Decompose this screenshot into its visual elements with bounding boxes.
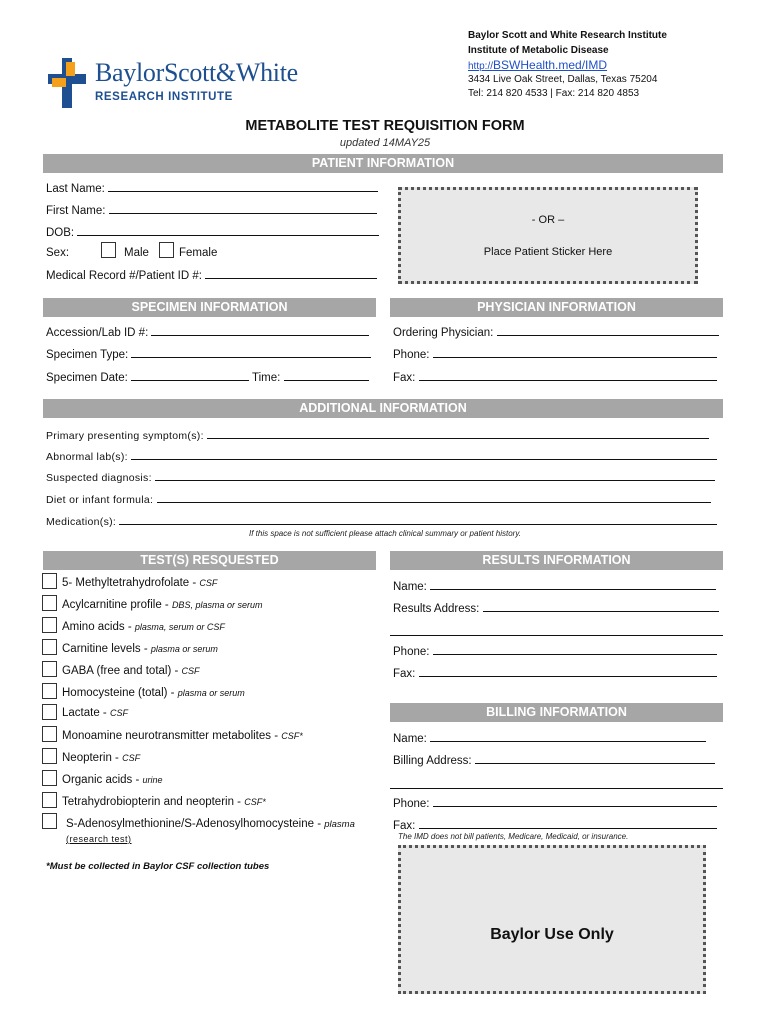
test-item-gaba: GABA (free and total) - CSF — [62, 665, 200, 677]
specimen-date-field[interactable] — [46, 370, 369, 384]
test-item-sam-sah: S-Adenosylmethionine/S-Adenosylhomocysteine - plasma — [66, 818, 355, 830]
test-item-bh4: Tetrahydrobiopterin and neopterin - CSF* — [62, 796, 266, 808]
form-title: METABOLITE TEST REQUISITION FORM — [245, 118, 525, 134]
test-checkbox-gaba[interactable] — [42, 661, 57, 677]
test-checkbox-neopterin[interactable] — [42, 748, 57, 764]
sticker-or: - OR – — [531, 214, 565, 226]
patient-sticker-area[interactable] — [398, 187, 698, 284]
org-dept: Institute of Metabolic Disease — [468, 45, 609, 56]
billing-address-line2[interactable] — [390, 788, 723, 789]
specimen-type-label: Specimen Type: — [46, 349, 129, 361]
last-name-field[interactable] — [46, 181, 378, 195]
results-phone-label: Phone: — [393, 646, 430, 658]
medication-field[interactable] — [46, 514, 717, 528]
symptoms-field[interactable] — [46, 428, 709, 442]
test-item-amino-acids: Amino acids - plasma, serum or CSF — [62, 621, 225, 633]
results-fax-field[interactable] — [393, 666, 717, 680]
baylor-use-only-label: Baylor Use Only — [490, 926, 614, 943]
accession-label: Accession/Lab ID #: — [46, 327, 149, 339]
labs-field[interactable] — [46, 449, 717, 463]
test-item-organic-acids: Organic acids - urine — [62, 774, 163, 786]
logo-cross-icon — [46, 56, 90, 110]
results-name-field[interactable] — [393, 579, 716, 593]
test-checkbox-monoamine[interactable] — [42, 726, 57, 742]
dob-field[interactable] — [46, 225, 379, 239]
test-item-neopterin: Neopterin - CSF — [62, 752, 141, 764]
specimen-type-field[interactable] — [46, 347, 371, 361]
sticker-text: Place Patient Sticker Here — [483, 246, 613, 258]
specimen-header: SPECIMEN INFORMATION — [43, 298, 376, 317]
test-item-monoamine: Monoamine neurotransmitter metabolites - CSF* — [62, 730, 303, 742]
results-name-label: Name: — [393, 581, 427, 593]
medication-label: Medication(s): — [46, 516, 117, 528]
dob-label: DOB: — [46, 227, 75, 239]
accession-field[interactable] — [46, 325, 369, 339]
physician-fax-label: Fax: — [393, 372, 416, 384]
physician-phone-label: Phone: — [393, 349, 430, 361]
billing-fax-field[interactable] — [393, 818, 717, 832]
billing-address-label: Billing Address: — [393, 755, 472, 767]
test-checkbox-organic-acids[interactable] — [42, 770, 57, 786]
patient-header: PATIENT INFORMATION — [43, 154, 723, 173]
billing-note: The IMD does not bill patients, Medicare, Medicaid, or insurance. — [398, 832, 629, 841]
test-item-5mthf: 5- Methyltetrahydrofolate - CSF — [62, 577, 218, 589]
org-link-text[interactable]: BSWHealth.med/IMD — [493, 58, 608, 72]
ordering-physician-label: Ordering Physician: — [393, 327, 494, 339]
diagnosis-field[interactable] — [46, 470, 715, 484]
billing-name-field[interactable] — [393, 731, 706, 745]
last-name-label: Last Name: — [46, 183, 105, 195]
csf-footnote: *Must be collected in Baylor CSF collection tubes — [46, 861, 270, 872]
female-label: Female — [179, 247, 218, 259]
diet-field[interactable] — [46, 492, 711, 506]
labs-label: Abnormal lab(s): — [46, 451, 128, 463]
org-phone-fax: Tel: 214 820 4533 | Fax: 214 820 4853 — [468, 88, 640, 99]
diet-label: Diet or infant formula: — [46, 494, 154, 506]
diagnosis-label: Suspected diagnosis: — [46, 472, 152, 484]
billing-fax-label: Fax: — [393, 820, 416, 832]
results-address-field[interactable] — [393, 601, 719, 615]
test-item-acylcarnitine: Acylcarnitine profile - DBS, plasma or serum — [62, 599, 263, 611]
results-address-line2[interactable] — [390, 635, 723, 636]
results-header: RESULTS INFORMATION — [390, 551, 723, 570]
org-name: Baylor Scott and White Research Institute — [468, 30, 667, 41]
results-fax-label: Fax: — [393, 668, 416, 680]
billing-phone-field[interactable] — [393, 796, 717, 810]
physician-header: PHYSICIAN INFORMATION — [390, 298, 723, 317]
test-item-carnitine: Carnitine levels - plasma or serum — [62, 643, 218, 655]
test-item-homocysteine: Homocysteine (total) - plasma or serum — [62, 687, 245, 699]
first-name-field[interactable] — [46, 203, 377, 217]
test-checkbox-bh4[interactable] — [42, 792, 57, 808]
results-address-label: Results Address: — [393, 603, 480, 615]
specimen-date-label: Specimen Date: — [46, 372, 128, 384]
male-checkbox[interactable] — [101, 242, 116, 258]
symptoms-label: Primary presenting symptom(s): — [46, 430, 204, 442]
physician-phone-field[interactable] — [393, 347, 717, 361]
additional-note: If this space is not sufficient please attach clinical summary or patient history. — [249, 529, 521, 538]
additional-header: ADDITIONAL INFORMATION — [43, 399, 723, 418]
sex-label: Sex: — [46, 247, 70, 259]
billing-phone-label: Phone: — [393, 798, 430, 810]
ordering-physician-field[interactable] — [393, 325, 719, 339]
physician-fax-field[interactable] — [393, 370, 717, 384]
first-name-label: First Name: — [46, 205, 106, 217]
research-test-label: (research test) — [66, 834, 132, 844]
billing-address-field[interactable] — [393, 753, 715, 767]
test-checkbox-lactate[interactable] — [42, 704, 57, 720]
specimen-time-label: Time: — [252, 372, 281, 384]
mrn-field[interactable] — [46, 268, 377, 282]
org-link-prefix[interactable]: http:// — [468, 61, 494, 72]
tests-header: TEST(S) RESQUESTED — [43, 551, 376, 570]
org-link[interactable] — [468, 58, 607, 72]
test-checkbox-homocysteine[interactable] — [42, 683, 57, 699]
test-checkbox-carnitine[interactable] — [42, 639, 57, 655]
mrn-label: Medical Record #/Patient ID #: — [46, 270, 202, 282]
billing-header: BILLING INFORMATION — [390, 703, 723, 722]
results-phone-field[interactable] — [393, 644, 717, 658]
test-checkbox-5mthf[interactable] — [42, 573, 57, 589]
test-checkbox-amino-acids[interactable] — [42, 617, 57, 633]
form-updated: updated 14MAY25 — [339, 137, 431, 149]
logo-subtitle: RESEARCH INSTITUTE — [95, 91, 233, 103]
male-label: Male — [124, 247, 149, 259]
test-checkbox-sam-sah[interactable] — [42, 813, 57, 829]
logo-wordmark: BaylorScott&White — [95, 58, 298, 87]
billing-name-label: Name: — [393, 733, 427, 745]
test-item-lactate: Lactate - CSF — [62, 707, 128, 719]
baylor-use-only-box — [398, 845, 706, 994]
org-address: 3434 Live Oak Street, Dallas, Texas 75204 — [468, 74, 658, 85]
test-checkbox-acylcarnitine[interactable] — [42, 595, 57, 611]
female-checkbox[interactable] — [159, 242, 174, 258]
